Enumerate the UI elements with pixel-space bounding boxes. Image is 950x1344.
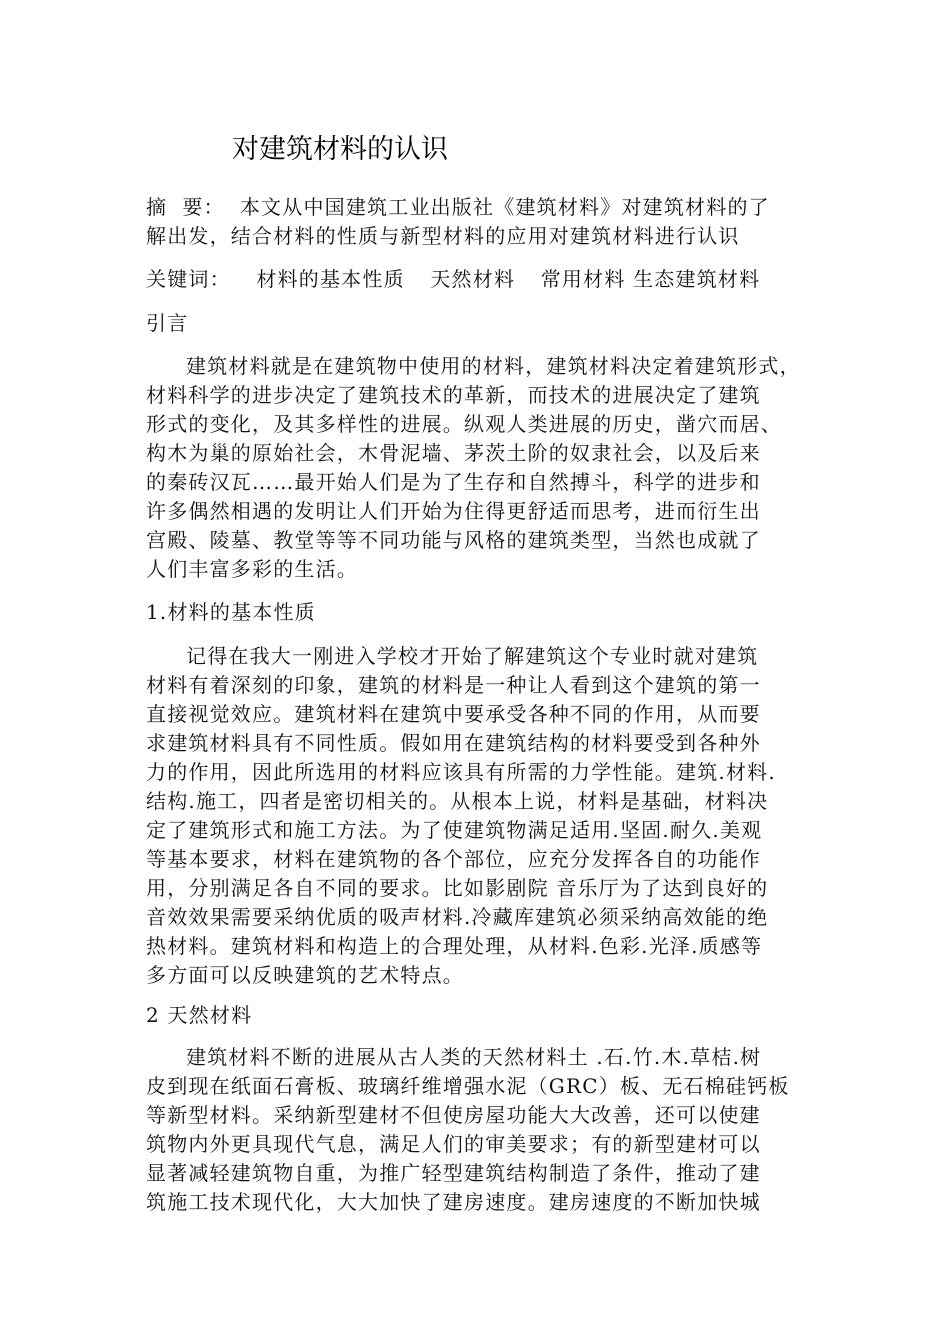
- section2-paragraph: [146, 1043, 826, 1217]
- paragraph-line: 筑施工技术现代化，大大加快了建房速度。建房速度的不断加快城: [146, 1190, 761, 1214]
- paragraph-line: 记得在我大一刚进入学校才开始了解建筑这个专业时就对建筑: [186, 644, 759, 668]
- abstract-line: 摘 要： 本文从中国建筑工业出版社《建筑材料》对建筑材料的了: [146, 195, 770, 219]
- abstract: [146, 193, 826, 251]
- paragraph-line: 等新型材料。采纳新型建材不但使房屋功能大大改善，还可以使建: [146, 1103, 761, 1127]
- paragraph-line: 直接视觉效应。建筑材料在建筑中要承受各种不同的作用，从而要: [146, 702, 761, 726]
- paragraph-line: 定了建筑形式和施工方法。为了使建筑物满足适用.坚固.耐久.美观: [146, 818, 763, 842]
- keyword: 生态建筑材料: [633, 267, 761, 291]
- paragraph-line: 材料有着深刻的印象，建筑的材料是一种让人看到这个建筑的第一: [146, 673, 761, 697]
- section1-paragraph: [146, 642, 826, 990]
- section1-heading: 1.材料的基本性质: [146, 600, 316, 624]
- paragraph-line: 形式的变化，及其多样性的进展。纵观人类进展的历史，凿穴而居、: [146, 412, 782, 436]
- paragraph-line: 多方面可以反映建筑的艺术特点。: [146, 963, 464, 987]
- keyword: 常用材料: [540, 267, 626, 291]
- paragraph-line: 显著减轻建筑物自重，为推广轻型建筑结构制造了条件，推动了建: [146, 1161, 761, 1185]
- paragraph-line: 许多偶然相遇的发明让人们开始为住得更舒适而思考，进而衍生出: [146, 499, 761, 523]
- keywords-label: 关键词：: [146, 267, 231, 291]
- paragraph-line: 宫殿、陵墓、教堂等等不同功能与风格的建筑类型，当然也成就了: [146, 528, 761, 552]
- keyword: 材料的基本性质: [256, 267, 405, 291]
- paragraph-line: 建筑材料就是在建筑物中使用的材料，建筑材料决定着建筑形式，: [186, 354, 801, 378]
- abstract-line: 解出发，结合材料的性质与新型材料的应用对建筑材料进行认识: [146, 224, 740, 248]
- paragraph-line: 筑物内外更具现代气息，满足人们的审美要求；有的新型建材可以: [146, 1132, 761, 1156]
- section2-heading: 2 天然材料: [146, 1003, 253, 1027]
- paragraph-line: 材料科学的进步决定了建筑技术的革新，而技术的进展决定了建筑: [146, 383, 761, 407]
- intro-heading: 引言: [146, 311, 189, 335]
- abstract-label: 摘 要：: [146, 195, 225, 219]
- paragraph-line: 力的作用，因此所选用的材料应该具有所需的力学性能。建筑.材料.: [146, 760, 776, 784]
- document-title: 对建筑材料的认识: [232, 134, 448, 165]
- paragraph-line: 皮到现在纸面石膏板、玻璃纤维增强水泥（GRC）板、无石棉硅钙板: [146, 1074, 790, 1098]
- intro-paragraph: [146, 352, 826, 584]
- paragraph-line: 热材料。建筑材料和构造上的合理处理，从材料.色彩.光泽.质感等: [146, 934, 763, 958]
- paragraph-line: 构木为巢的原始社会，木骨泥墙、茅茨土阶的奴隶社会，以及后来: [146, 441, 761, 465]
- paragraph-line: 用，分别满足各自不同的要求。比如影剧院 音乐厅为了达到良好的: [146, 876, 769, 900]
- paragraph-line: 音效效果需要采纳优质的吸声材料.冷藏库建筑必须采纳高效能的绝: [146, 905, 769, 929]
- keyword: 天然材料: [430, 267, 516, 291]
- paragraph-line: 求建筑材料具有不同性质。假如用在建筑结构的材料要受到各种外: [146, 731, 761, 755]
- paragraph-line: 人们丰富多彩的生活。: [146, 557, 358, 581]
- paragraph-line: 等基本要求，材料在建筑物的各个部位，应充分发挥各自的功能作: [146, 847, 761, 871]
- keywords: [146, 265, 826, 294]
- paragraph-line: 结构.施工，四者是密切相关的。从根本上说，材料是基础，材料决: [146, 789, 769, 813]
- paragraph-line: 建筑材料不断的进展从古人类的天然材料土 .石.竹.木.草桔.树: [186, 1045, 762, 1069]
- paragraph-line: 的秦砖汉瓦……最开始人们是为了生存和自然搏斗，科学的进步和: [146, 470, 761, 494]
